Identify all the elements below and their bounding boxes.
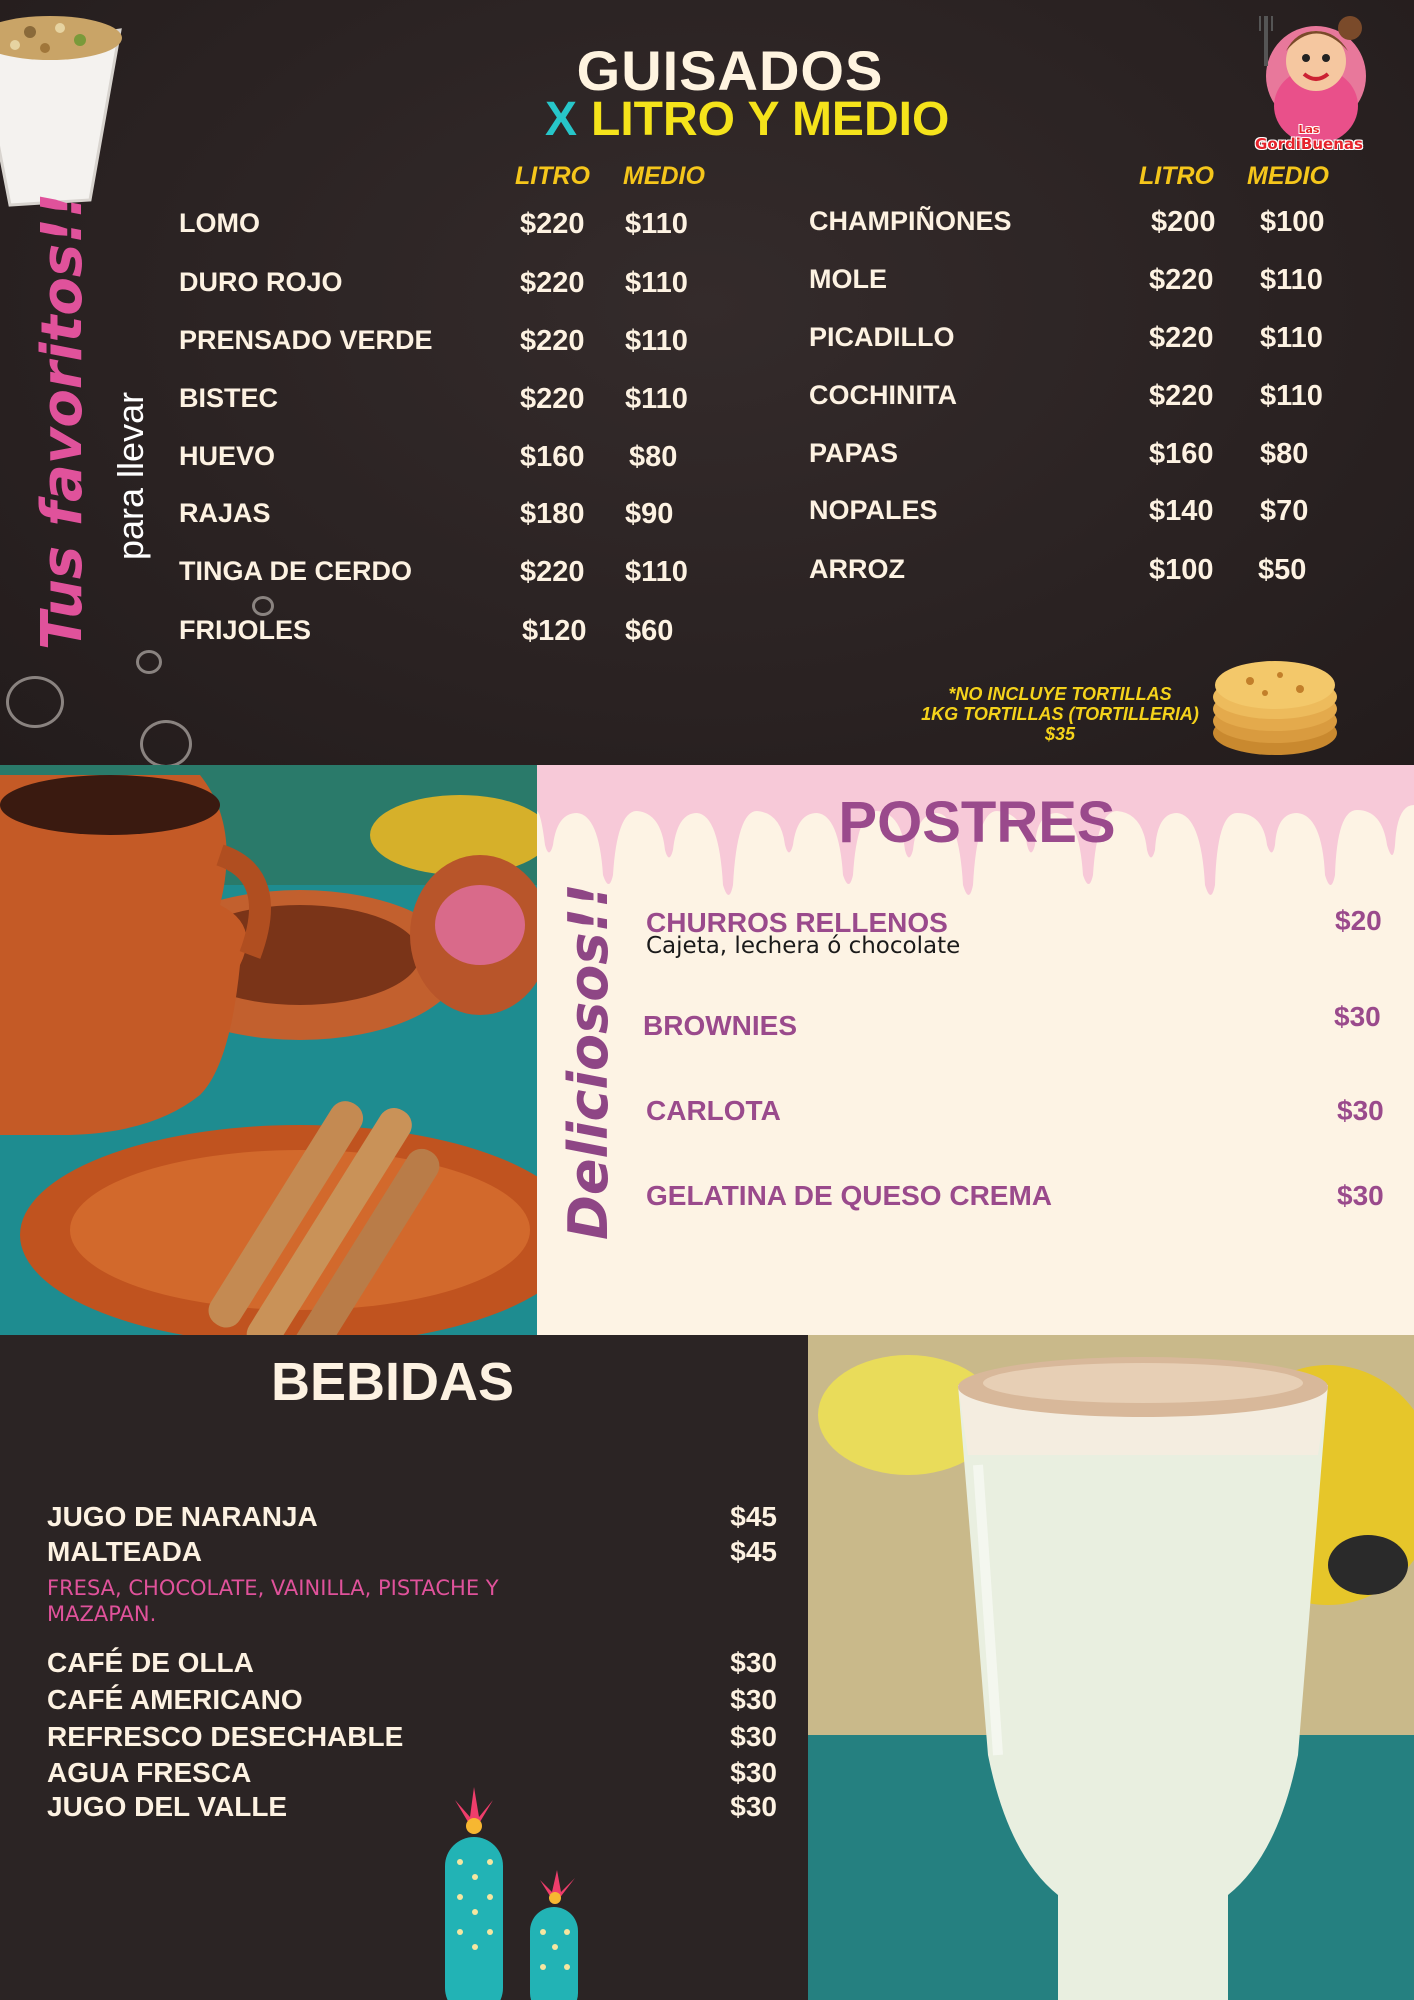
item-price-litro: $100 [1149,554,1214,586]
item-name: LOMO [179,208,260,238]
item-name: BROWNIES [643,1010,797,1041]
list-item [47,1721,777,1755]
list-item [47,1757,777,1791]
item-price-litro: $160 [520,441,585,473]
bebidas-section [0,1335,808,2000]
item-price-litro: $220 [520,325,585,357]
item-name: BISTEC [179,383,279,413]
item-name: CAFÉ DE OLLA [47,1647,254,1678]
side-subtagline: para llevar [110,391,151,560]
item-price-litro: $120 [522,615,587,647]
list-item [809,206,1369,246]
tortillas-image [1210,633,1340,763]
milkshake-photo [808,1335,1414,2000]
list-item [809,554,1369,594]
item-price-medio: $80 [1260,438,1309,470]
item-price-medio: $90 [625,498,674,530]
item-price-medio: $110 [625,208,688,240]
item-name: HUEVO [179,441,276,471]
cactus-illustration [425,1782,610,2000]
list-item [179,208,699,248]
right-col-medio-header: MEDIO [1247,162,1329,190]
left-col-medio-header: MEDIO [623,162,705,190]
item-name: PAPAS [809,438,899,468]
item-name: JUGO DE NARANJA [47,1501,318,1532]
item-price: $30 [730,1684,777,1715]
item-price-medio: $80 [629,441,678,473]
item-price: $30 [730,1757,777,1788]
subtitle-text: LITRO Y MEDIO [591,93,950,146]
item-name: CHURROS RELLENOS [646,907,948,938]
note-line1: *NO INCLUYE TORTILLAS [948,684,1172,704]
subtitle-x: X [545,93,578,146]
item-name: MOLE [809,264,887,294]
logo-line1: Las [1298,123,1320,136]
list-item [47,1791,777,1825]
guisados-title: GUISADOS [576,39,884,102]
item-price: $30 [730,1721,777,1752]
list-item [179,441,699,481]
item-price-medio: $100 [1260,206,1325,238]
item-price-medio: $110 [1260,380,1323,412]
item-price: $45 [730,1501,777,1532]
postres-side-tagline: Deliciosos!! [557,883,620,1240]
item-price-litro: $220 [520,267,585,299]
item-price-medio: $110 [625,556,688,588]
item-price-litro: $220 [520,208,585,240]
item-name: CAFÉ AMERICANO [47,1684,303,1715]
item-price-litro: $220 [520,556,585,588]
tortillas-note [900,684,1220,744]
item-name: PICADILLO [809,322,955,352]
bubble-decoration [140,720,192,765]
item-name: AGUA FRESCA [47,1757,252,1788]
guisados-section [0,0,1414,765]
left-col-litro-header: LITRO [515,162,590,190]
logo-line2: GordiBuenas [1255,135,1363,153]
item-price-medio: $110 [625,383,688,415]
item-price-litro: $220 [1149,322,1214,354]
bubble-decoration [252,596,274,616]
list-item [179,267,699,307]
list-item [809,264,1369,304]
item-price: $30 [1334,1001,1381,1032]
item-name: TINGA DE CERDO [179,556,413,586]
item-price-litro: $220 [1149,380,1214,412]
item-price: $30 [1337,1095,1384,1126]
list-item [47,1647,777,1681]
item-name: CHAMPIÑONES [809,206,1012,236]
item-price-medio: $110 [625,267,688,299]
list-item [179,325,699,365]
churros-illustration [0,765,537,1335]
item-name: JUGO DEL VALLE [47,1791,288,1822]
churros-photo [0,765,537,1335]
list-item [809,380,1369,420]
milkshake-illustration [808,1335,1414,2000]
item-name: MALTEADA [47,1536,203,1567]
item-price: $20 [1335,905,1382,936]
list-item [179,383,699,423]
list-item [47,1684,777,1718]
item-price-litro: $200 [1151,206,1216,238]
guisados-subtitle [545,92,949,147]
item-price: $45 [730,1536,777,1567]
item-price-litro: $160 [1149,438,1214,470]
note-line2: 1KG TORTILLAS (TORTILLERIA) [921,704,1199,724]
item-price: $30 [730,1791,777,1822]
item-price-litro: $220 [520,383,585,415]
item-description: Cajeta, lechera ó chocolate [646,933,961,959]
item-name: RAJAS [179,498,271,528]
malteada-flavors: FRESA, CHOCOLATE, VAINILLA, PISTACHE Y MAZAPAN. [47,1576,499,1626]
item-name: NOPALES [809,495,938,525]
right-col-litro-header: LITRO [1139,162,1214,190]
list-item [179,556,699,596]
list-item [809,495,1369,535]
list-item [47,1501,777,1535]
list-item [179,498,699,538]
logo-wordmark [1240,122,1378,152]
food-cup-image [0,0,145,210]
item-name: COCHINITA [809,380,957,410]
item-price: $30 [1337,1180,1384,1211]
bebidas-title: BEBIDAS [270,1352,515,1412]
item-name: FRIJOLES [179,615,312,645]
item-name: ARROZ [809,554,905,584]
list-item [809,322,1369,362]
list-item [179,615,699,655]
list-item [809,438,1369,478]
item-price-medio: $50 [1258,554,1307,586]
item-price-medio: $110 [625,325,688,357]
bubble-decoration [136,650,162,674]
side-tagline: Tus favoritos!! [30,192,95,650]
bubble-decoration [6,676,64,728]
item-name: REFRESCO DESECHABLE [47,1721,404,1752]
postres-section [537,765,1414,1335]
item-name: PRENSADO VERDE [179,325,433,355]
item-price-litro: $180 [520,498,585,530]
list-item [47,1536,777,1570]
item-name: DURO ROJO [179,267,343,297]
item-price-medio: $110 [1260,264,1323,296]
item-price-litro: $140 [1149,495,1214,527]
postres-title: POSTRES [838,790,1116,855]
item-name: CARLOTA [646,1095,781,1126]
item-price-medio: $70 [1260,495,1309,527]
item-price-medio: $110 [1260,322,1323,354]
item-price: $30 [730,1647,777,1678]
item-price-medio: $60 [625,615,674,647]
item-price-litro: $220 [1149,264,1214,296]
note-line3: $35 [1044,724,1076,744]
item-name: GELATINA DE QUESO CREMA [646,1180,1053,1211]
